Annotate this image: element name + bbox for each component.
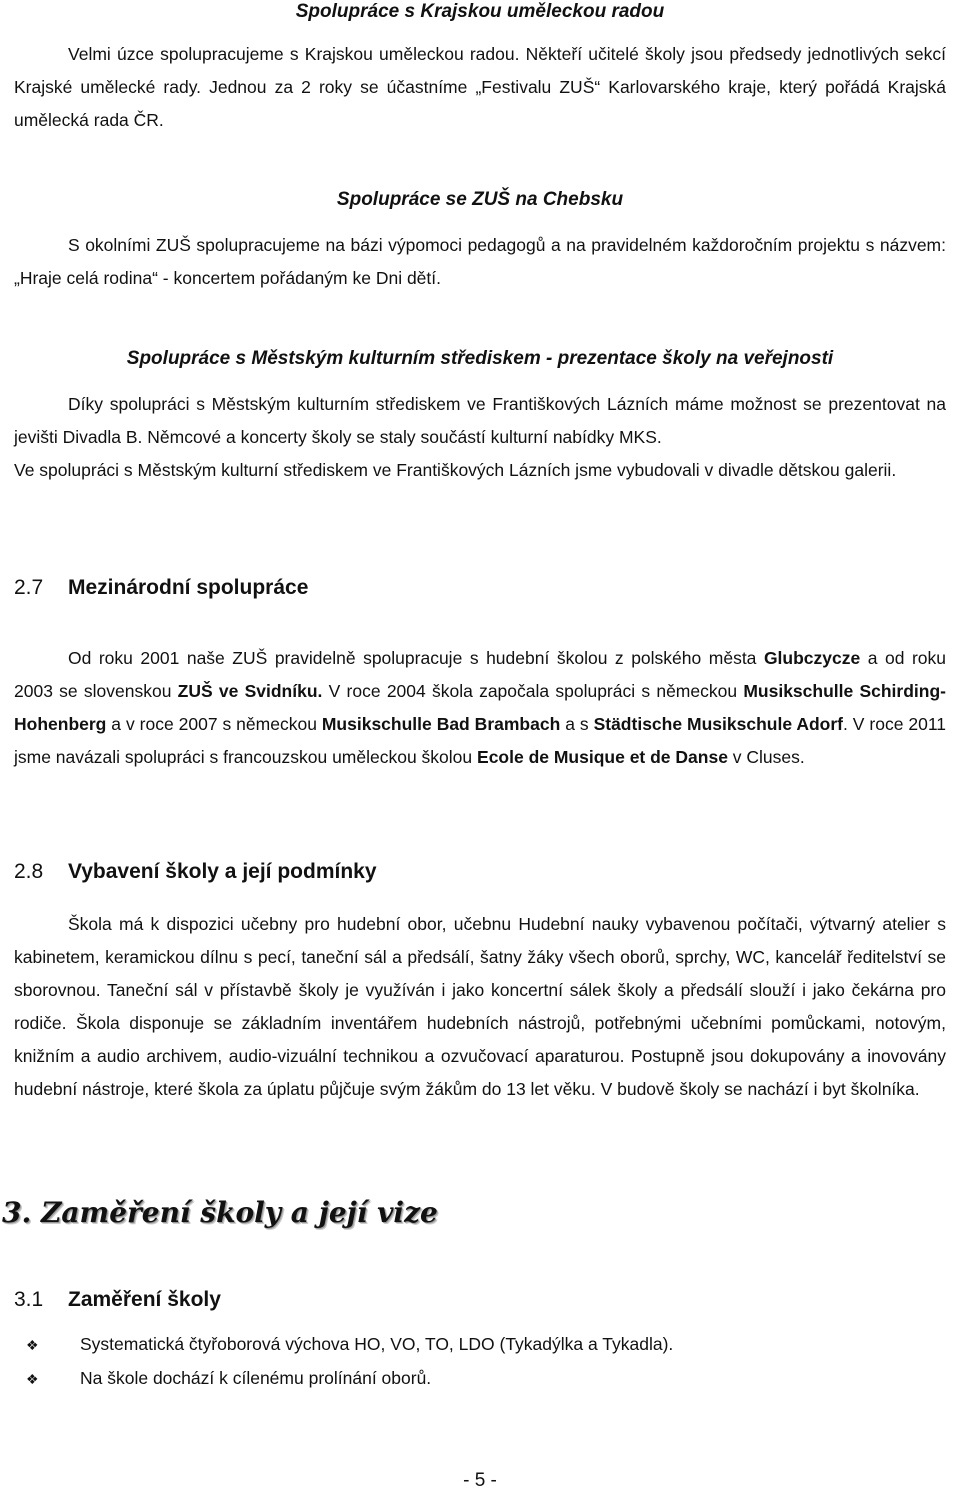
text-run: Od roku 2001 naše ZUŠ pravidelně spolupracuje s hudební školou z polského města (68, 648, 764, 668)
para-mks-2: Ve spolupráci s Městským kulturní střediskem ve Františkových Lázních jsme vybudovali v divadle dětskou galerii. (14, 460, 897, 480)
focus-list (26, 1328, 946, 1396)
heading-2-7 (14, 574, 946, 602)
partner-bad-brambach: Musikschulle Bad Brambach (321, 714, 561, 734)
text-run: . V roce 2011 jsme navázali spolupráci s francouzskou uměleckou školou (14, 714, 947, 767)
text-run: a s (560, 714, 594, 734)
heading-mks: Spolupráce s Městským kulturním střediskem - prezentace školy na veřejnosti (126, 348, 834, 369)
list-item-text: Na škole dochází k cílenému prolínání oborů. (80, 1368, 432, 1388)
partner-cluses: Ecole de Musique et de Danse (477, 747, 728, 767)
section-number: 2.7 (14, 576, 44, 599)
heading-zus-chebsko: Spolupráce se ZUŠ na Chebsku (336, 189, 624, 210)
section-number: 3.1 (14, 1288, 44, 1311)
heading-chapter-3: 3. Zaměření školy a její vize (2, 1196, 438, 1229)
mks-text-block (14, 388, 946, 487)
diamond-bullet-icon: ❖ (26, 1371, 39, 1387)
list-item (26, 1328, 946, 1362)
text-run: v Cluses. (727, 747, 805, 767)
heading-krajska-rada: Spolupráce s Krajskou uměleckou radou (295, 1, 665, 22)
para-zus-chebsko: S okolními ZUŠ spolupracujeme na bázi výpomoci pedagogů a na pravidelném každoročním projektu s názvem: „Hraje celá rodina“ - koncertem pořádaným ke Dni dětí. (14, 235, 946, 288)
diamond-bullet-icon: ❖ (26, 1337, 39, 1353)
list-item (26, 1362, 946, 1396)
heading-3-1 (14, 1286, 946, 1314)
partner-adorf: Städtische Musikschule Adorf (593, 714, 843, 734)
partner-svidnik: ZUŠ ve Svidníku. (177, 681, 323, 701)
text-run: a od roku 2003 se slovenskou (14, 648, 947, 701)
section-title: Zaměření školy (68, 1288, 221, 1311)
para-international (14, 642, 946, 774)
partner-glubczycze: Glubczycze (763, 648, 861, 668)
section-title: Vybavení školy a její podmínky (68, 860, 377, 883)
para-equipment: Škola má k dispozici učebny pro hudební obor, učebnu Hudební nauky vybavenou počítači, výtvarný atelier s kabinetem, keramickou dílnu s pecí, taneční sál a předsálí, šatny žáky všech oborů, sprchy, WC, kancelář ředitelství se sborovnou. Taneční sál v přístavbě školy je využíván i jako koncertní sálek školy a předsálí slouží i jako čekárna pro rodiče. Škola disponuje se základním inventářem hudebních nástrojů, potřebnými učebními pomůckami, notovým, knižním a audio archivem, audio-vizuální technikou a ozvučovací aparaturou. Postupně jsou dokupovány a inovovány hudební nástroje, které škola za úplatu půjčuje svým žákům do 13 let věku. V budově školy se nachází i byt školníka. (14, 914, 946, 1099)
para-krajska-rada: Velmi úzce spolupracujeme s Krajskou uměleckou radou. Někteří učitelé školy jsou předsedy jednotlivých sekcí Krajské umělecké rady. Jednou za 2 roky se účastníme „Festivalu ZUŠ“ Karlovarského kraje, který pořádá Krajská umělecká rada ČR. (14, 44, 946, 130)
text-run: V roce 2004 škola započala spolupráci s německou (322, 681, 744, 701)
section-title: Mezinárodní spolupráce (68, 576, 309, 599)
list-item-text: Systematická čtyřoborová výchova HO, VO, TO, LDO (Tykadýlka a Tykadla). (80, 1334, 674, 1354)
para-mks-1: Díky spolupráci s Městským kulturním střediskem ve Františkových Lázních máme možnost se prezentovat na jevišti Divadla B. Němcové a koncerty školy se staly součástí kulturní nabídky MKS. (14, 394, 946, 447)
heading-2-8 (14, 858, 946, 886)
text-run: a v roce 2007 s německou (106, 714, 322, 734)
page-number: - 5 - (463, 1470, 497, 1491)
section-number: 2.8 (14, 860, 44, 883)
partner-schirding: Musikschulle Schirding-Hohenberg (14, 681, 946, 734)
